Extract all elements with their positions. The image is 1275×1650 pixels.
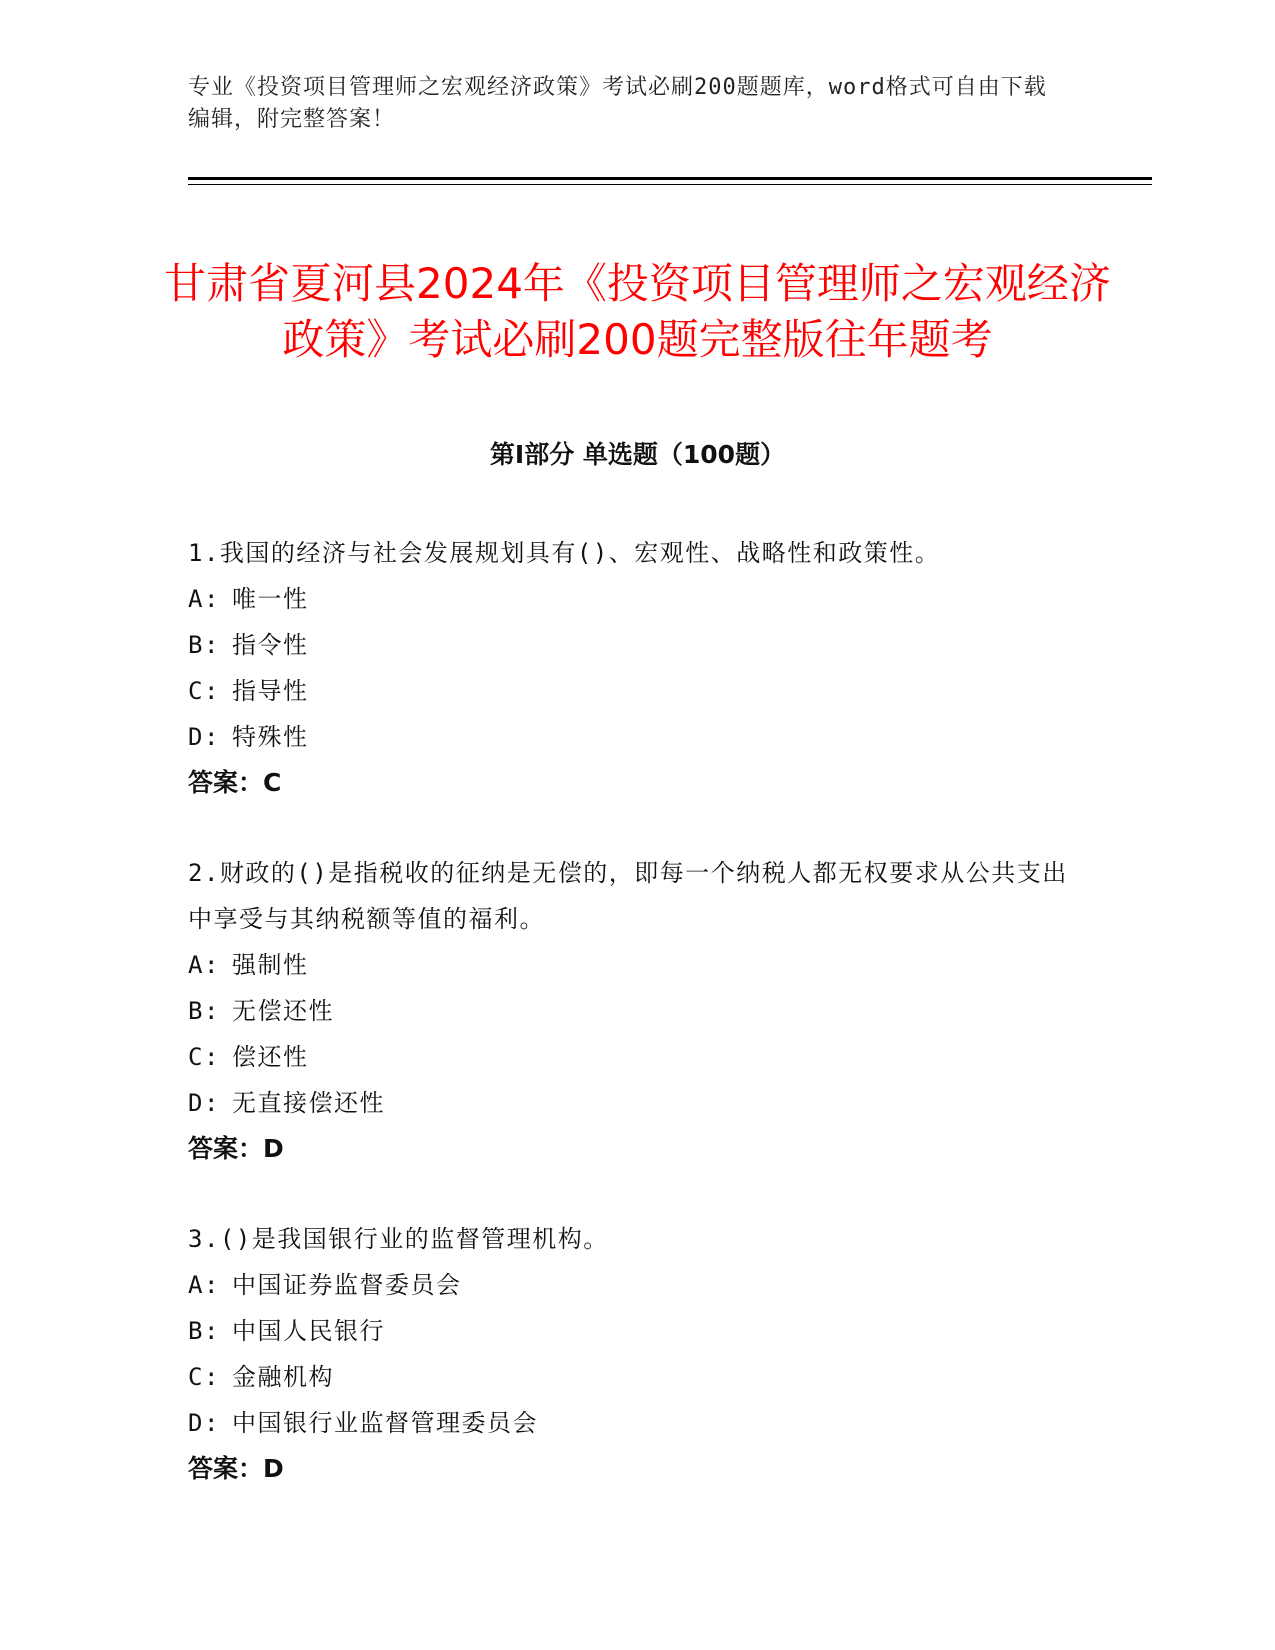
document-title: 甘肃省夏河县2024年《投资项目管理师之宏观经济政策》考试必刷200题完整版往年题考 [164, 259, 1111, 365]
section-title: 第I部分 单选题（100题） [489, 440, 786, 469]
option-letter: A: [188, 951, 220, 979]
option-letter: B: [188, 997, 220, 1025]
option-letter: A: [188, 1271, 220, 1299]
option-text: 中国银行业监督管理委员会 [232, 1409, 538, 1437]
header-note: 专业《投资项目管理师之宏观经济政策》考试必刷200题题库，word格式可自由下载编辑，附完整答案！ [188, 75, 1047, 132]
option-b [188, 622, 1068, 668]
option-letter: C: [188, 677, 220, 705]
answer-line: 答案：D [188, 1134, 284, 1163]
option-text: 指导性 [232, 677, 309, 705]
question-stem: 3.()是我国银行业的监督管理机构。 [188, 1225, 609, 1253]
option-letter: D: [188, 1089, 220, 1117]
option-a [188, 576, 1068, 622]
option-d [188, 1400, 1068, 1446]
option-letter: D: [188, 1409, 220, 1437]
option-text: 金融机构 [232, 1363, 334, 1391]
option-a [188, 1262, 1068, 1308]
option-text: 中国人民银行 [232, 1317, 385, 1345]
option-letter: C: [188, 1363, 220, 1391]
option-text: 偿还性 [232, 1043, 309, 1071]
option-text: 强制性 [232, 951, 309, 979]
option-a [188, 942, 1068, 988]
question-stem: 2.财政的()是指税收的征纳是无偿的，即每一个纳税人都无权要求从公共支出中享受与其纳税额等值的福利。 [188, 859, 1068, 933]
header-divider-thick [188, 177, 1152, 180]
option-d [188, 714, 1068, 760]
option-text: 无直接偿还性 [232, 1089, 385, 1117]
option-letter: C: [188, 1043, 220, 1071]
option-c [188, 668, 1068, 714]
header-divider-thin [188, 184, 1152, 185]
option-d [188, 1080, 1068, 1126]
question-item [188, 850, 1068, 1172]
option-b [188, 988, 1068, 1034]
option-text: 无偿还性 [232, 997, 334, 1025]
option-letter: B: [188, 1317, 220, 1345]
option-letter: D: [188, 723, 220, 751]
question-item [188, 530, 1068, 806]
option-text: 特殊性 [232, 723, 309, 751]
option-c [188, 1034, 1068, 1080]
option-text: 唯一性 [232, 585, 309, 613]
option-c [188, 1354, 1068, 1400]
question-stem: 1.我国的经济与社会发展规划具有()、宏观性、战略性和政策性。 [188, 539, 941, 567]
answer-line: 答案：C [188, 768, 282, 797]
option-text: 指令性 [232, 631, 309, 659]
option-letter: B: [188, 631, 220, 659]
option-b [188, 1308, 1068, 1354]
question-item [188, 1216, 1068, 1492]
option-letter: A: [188, 585, 220, 613]
question-list [188, 530, 1068, 1536]
option-text: 中国证券监督委员会 [232, 1271, 462, 1299]
answer-line: 答案：D [188, 1454, 284, 1483]
